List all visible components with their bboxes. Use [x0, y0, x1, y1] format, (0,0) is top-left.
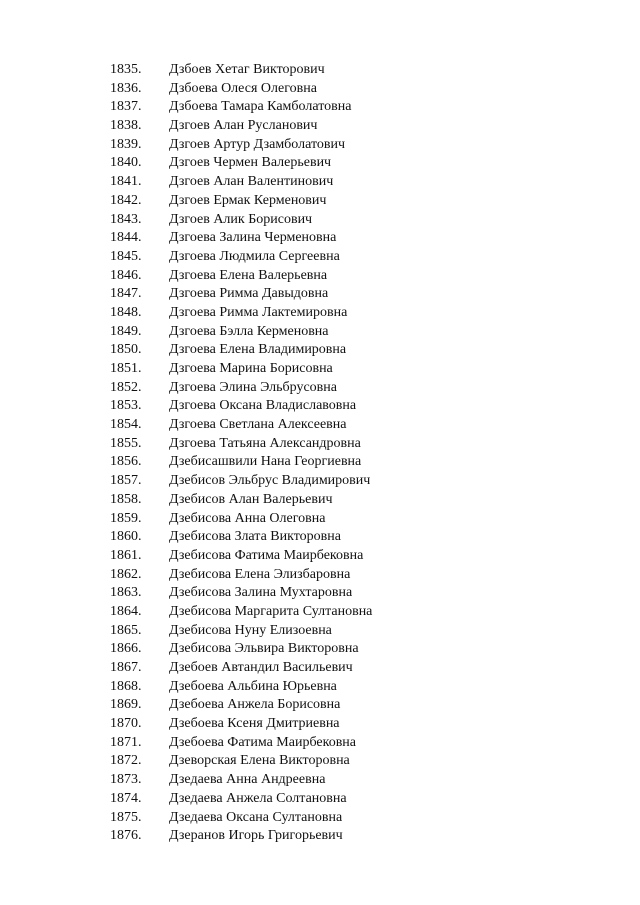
person-name: Дзебоева Фатима Маирбековна: [169, 734, 357, 750]
list-item: [0, 584, 640, 603]
list-item: [0, 360, 640, 379]
item-number: 1848.: [110, 304, 142, 320]
item-number: 1840.: [110, 155, 142, 171]
item-number: 1839.: [110, 136, 142, 152]
item-number: 1875.: [110, 809, 142, 825]
list-item: [0, 61, 640, 80]
person-name: Дзгоева Римма Лактемировна: [169, 304, 348, 320]
item-number: 1869.: [110, 697, 142, 713]
person-name: Дзеранов Игорь Григорьевич: [169, 828, 343, 844]
list-item: [0, 248, 640, 267]
person-name: Дзгоев Алик Борисович: [169, 211, 313, 227]
list-item: [0, 734, 640, 753]
item-number: 1841.: [110, 174, 142, 190]
person-name: Дзебисова Злата Викторовна: [169, 529, 341, 545]
item-number: 1846.: [110, 267, 142, 283]
person-name: Дзгоев Алан Русланович: [169, 118, 318, 134]
item-number: 1870.: [110, 716, 142, 732]
item-number: 1872.: [110, 753, 142, 769]
person-name: Дзгоева Марина Борисовна: [169, 361, 333, 376]
list-item: [0, 416, 640, 435]
list-item: [0, 341, 640, 360]
item-number: 1854.: [110, 417, 142, 433]
list-item: [0, 192, 640, 211]
list-item: [0, 285, 640, 304]
person-name: Дзгоев Ермак Керменович: [169, 192, 327, 208]
list-item: [0, 752, 640, 771]
item-number: 1866.: [110, 641, 142, 657]
list-item: [0, 491, 640, 510]
item-number: 1851.: [110, 361, 142, 376]
item-number: 1856.: [110, 454, 142, 470]
person-name: Дзедаева Оксана Султановна: [169, 809, 343, 825]
person-name: Дзбоева Олеся Олеговна: [169, 80, 317, 96]
person-name: Дзебисова Нуну Елизоевна: [169, 622, 332, 638]
item-number: 1876.: [110, 828, 142, 844]
item-number: 1864.: [110, 603, 142, 619]
list-item: [0, 211, 640, 230]
person-name: Дзгоева Елена Валерьевна: [169, 267, 328, 283]
list-item: [0, 229, 640, 248]
list-item: [0, 510, 640, 529]
person-name: Дзгоева Людмила Сергеевна: [169, 248, 340, 264]
person-name: Дзебисова Елена Элизбаровна: [169, 566, 351, 582]
person-name: Дзгоева Элина Эльбрусовна: [169, 379, 337, 395]
list-item: [0, 678, 640, 697]
item-number: 1836.: [110, 80, 142, 96]
person-name: Дзгоева Татьяна Александровна: [169, 435, 361, 451]
person-name: Дзедаева Анжела Солтановна: [169, 790, 347, 806]
item-number: 1861.: [110, 547, 142, 563]
person-name: Дзбоева Тамара Камболатовна: [169, 99, 352, 115]
list-item: [0, 547, 640, 566]
item-number: 1837.: [110, 99, 142, 115]
list-item: [0, 117, 640, 136]
list-item: [0, 453, 640, 472]
person-name: Дзгоева Оксана Владиславовна: [169, 398, 357, 414]
item-number: 1873.: [110, 772, 142, 788]
item-number: 1868.: [110, 678, 142, 694]
item-number: 1852.: [110, 379, 142, 395]
item-number: 1874.: [110, 790, 142, 806]
person-name: Дзебоева Альбина Юрьевна: [169, 678, 337, 694]
item-number: 1858.: [110, 491, 142, 507]
item-number: 1849.: [110, 323, 142, 339]
person-name: Дзгоев Чермен Валерьевич: [169, 155, 332, 171]
list-item: [0, 790, 640, 809]
person-name: Дзебисова Маргарита Султановна: [169, 603, 373, 619]
person-name: Дзебоева Ксеня Дмитриевна: [169, 716, 340, 732]
person-name: Дзебоева Анжела Борисовна: [169, 697, 341, 713]
item-number: 1842.: [110, 192, 142, 208]
person-name: Дзебисова Залина Мухтаровна: [169, 585, 353, 601]
list-item: [0, 771, 640, 790]
list-item: [0, 435, 640, 454]
item-number: 1855.: [110, 435, 142, 451]
item-number: 1859.: [110, 510, 142, 526]
person-name: Дзебоев Автандил Васильевич: [169, 660, 353, 675]
person-name: Дзгоева Бэлла Керменовна: [169, 323, 329, 339]
list-item: [0, 379, 640, 398]
list-item: [0, 80, 640, 99]
person-name: Дзебисова Анна Олеговна: [169, 510, 326, 526]
person-name: Дзебисашвили Нана Георгиевна: [169, 454, 362, 470]
list-item: [0, 809, 640, 828]
list-item: [0, 715, 640, 734]
list-item: [0, 154, 640, 173]
item-number: 1843.: [110, 211, 142, 227]
person-name: Дзебисова Фатима Маирбековна: [169, 547, 364, 563]
item-number: 1838.: [110, 118, 142, 134]
numbered-name-list: [0, 61, 640, 846]
list-item: [0, 397, 640, 416]
item-number: 1850.: [110, 342, 142, 358]
item-number: 1871.: [110, 734, 142, 750]
item-number: 1847.: [110, 286, 142, 302]
list-item: [0, 323, 640, 342]
person-name: Дзебисов Алан Валерьевич: [169, 491, 333, 507]
item-number: 1835.: [110, 62, 142, 77]
list-item: [0, 304, 640, 323]
person-name: Дзгоева Елена Владимировна: [169, 342, 347, 358]
list-item: [0, 566, 640, 585]
list-item: [0, 659, 640, 678]
item-number: 1862.: [110, 566, 142, 582]
person-name: Дзгоев Артур Дзамболатович: [169, 136, 346, 152]
person-name: Дзеворская Елена Викторовна: [169, 753, 350, 769]
person-name: Дзгоева Залина Черменовна: [169, 230, 337, 246]
person-name: Дзедаева Анна Андреевна: [169, 772, 326, 788]
list-item: [0, 136, 640, 155]
person-name: Дзбоев Хетаг Викторович: [169, 62, 325, 77]
list-item: [0, 603, 640, 622]
list-item: [0, 827, 640, 846]
item-number: 1844.: [110, 230, 142, 246]
item-number: 1860.: [110, 529, 142, 545]
list-item: [0, 472, 640, 491]
list-item: [0, 528, 640, 547]
person-name: Дзебисов Эльбрус Владимирович: [169, 473, 371, 489]
list-item: [0, 173, 640, 192]
list-item: [0, 98, 640, 117]
list-item: [0, 622, 640, 641]
list-item: [0, 696, 640, 715]
person-name: Дзгоева Римма Давыдовна: [169, 286, 329, 302]
person-name: Дзебисова Эльвира Викторовна: [169, 641, 359, 657]
list-item: [0, 640, 640, 659]
item-number: 1853.: [110, 398, 142, 414]
item-number: 1867.: [110, 660, 142, 675]
item-number: 1845.: [110, 248, 142, 264]
list-item: [0, 267, 640, 286]
item-number: 1857.: [110, 473, 142, 489]
item-number: 1863.: [110, 585, 142, 601]
person-name: Дзгоев Алан Валентинович: [169, 174, 334, 190]
item-number: 1865.: [110, 622, 142, 638]
person-name: Дзгоева Светлана Алексеевна: [169, 417, 347, 433]
